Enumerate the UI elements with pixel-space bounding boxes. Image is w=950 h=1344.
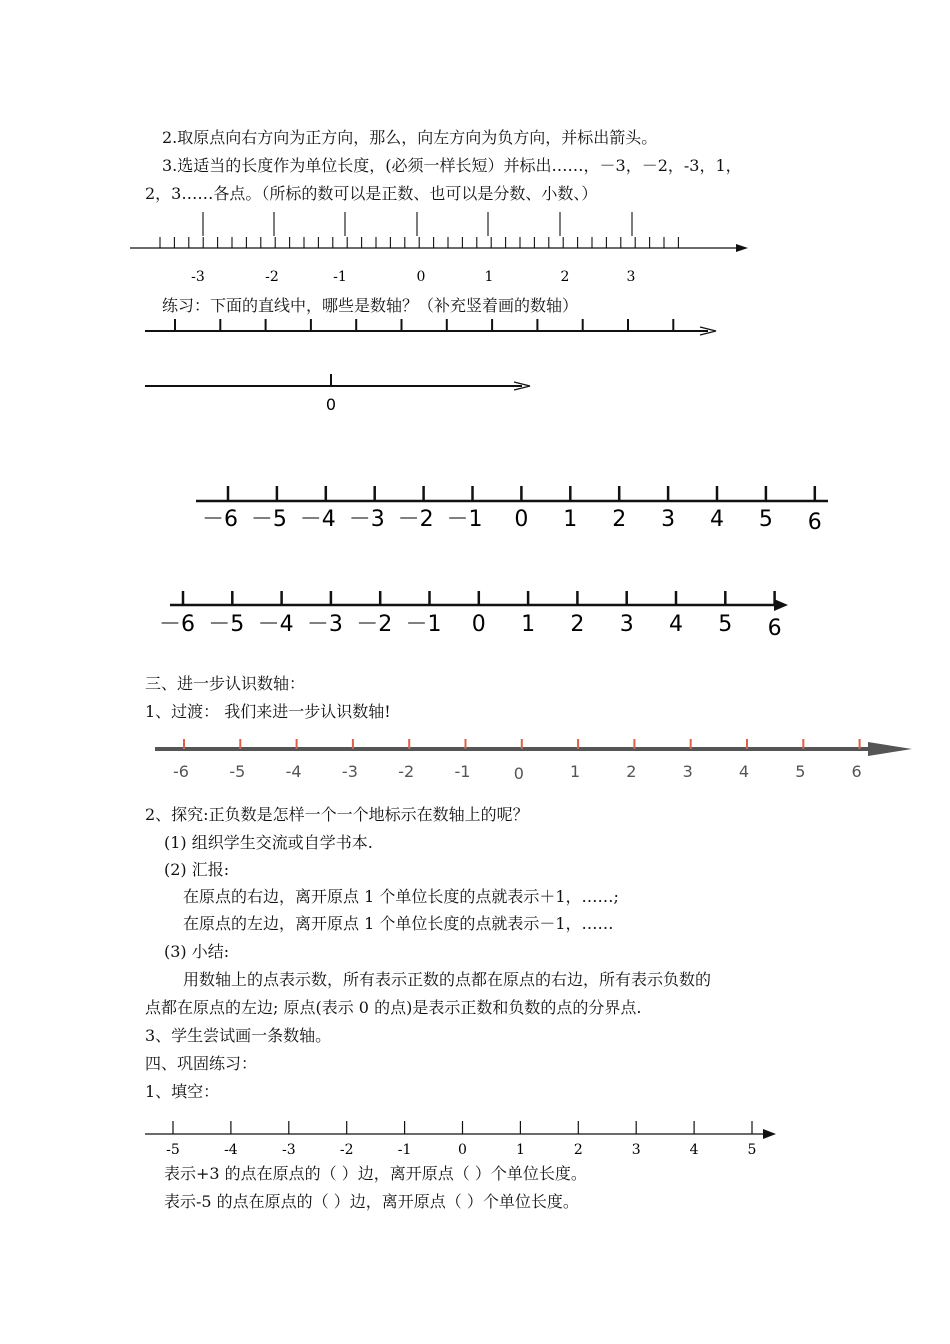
axis4-label: -3	[281, 1142, 296, 1158]
axis4-label: 5	[747, 1142, 757, 1158]
practice4-label: －1	[405, 612, 442, 637]
section3-item1: 1、过渡： 我们来进一步认识数轴!	[145, 702, 391, 721]
axis4-label: -5	[166, 1142, 180, 1158]
practice3-label: 3	[661, 507, 676, 532]
section3-item2: 2、探究:正负数是怎样一个一个地标示在数轴上的呢？	[145, 805, 529, 824]
axis4-arrow	[763, 1129, 776, 1139]
axis1-label: 0	[416, 269, 426, 285]
practice4-label: 0	[471, 612, 486, 637]
practice4-label: 3	[619, 612, 634, 637]
fill-question-2: 表示-5 的点在原点的（ ）边，离开原点（ ）个单位长度。	[164, 1192, 579, 1211]
practice4-label: 6	[767, 616, 782, 641]
practice4-label: －6	[159, 612, 195, 637]
axis3-label: 6	[851, 762, 862, 781]
axis3-label: -2	[398, 762, 415, 781]
axis3-label: 1	[570, 762, 581, 781]
axis1-label: 2	[560, 269, 570, 285]
axis3-label: -3	[341, 762, 358, 781]
practice3-label: 5	[758, 507, 773, 532]
axis4-label: -1	[397, 1142, 412, 1158]
section3-sub3: (3) 小结:	[164, 942, 230, 961]
practice3-label: 1	[563, 507, 578, 532]
practice4-label: 1	[521, 612, 536, 637]
axis1-label: -1	[333, 269, 347, 285]
axis1-label: 3	[626, 269, 636, 285]
axis3-label: 5	[795, 762, 806, 781]
practice3-label: －1	[446, 507, 483, 532]
section3-sub1: (1) 组织学生交流或自学书本.	[164, 833, 373, 852]
practice3-label: 6	[807, 510, 822, 535]
axis4-ticks	[173, 1121, 752, 1134]
axis1-label: -3	[191, 269, 205, 285]
section3-heading: 三、进一步认识数轴：	[145, 674, 306, 693]
practice3-label: －6	[202, 507, 238, 532]
section4-item1: 1、填空：	[145, 1082, 220, 1101]
axis4-labels	[166, 1142, 756, 1158]
practice3-label: －3	[348, 507, 385, 532]
practice4-label: －2	[356, 612, 393, 637]
step2-text: 2.取原点向右方向为正方向，那么，向左方向为负方向，并标出箭头。	[162, 128, 658, 147]
section3-summary1: 用数轴上的点表示数，所有表示正数的点都在原点的右边，所有表示负数的	[183, 970, 712, 989]
axis3-label: 3	[682, 762, 693, 781]
practice3-label: －5	[250, 507, 287, 532]
practice3-label: 0	[514, 507, 529, 532]
axis3-label: -1	[454, 762, 471, 781]
practice3-label: 4	[710, 507, 724, 532]
axis3-label: 0	[513, 764, 524, 783]
step3-text-a: 3.选适当的长度作为单位长度，(必须一样长短）并标出……，－3，－2，-3，1，	[162, 156, 742, 175]
axis3-label: -5	[229, 762, 246, 781]
axis3-label: -4	[285, 762, 302, 781]
axis4-label: 4	[689, 1142, 699, 1158]
practice4-label: －3	[306, 612, 343, 637]
axis4-label: -2	[339, 1142, 354, 1158]
axis4-label: 0	[458, 1142, 467, 1158]
axis3-label: 2	[626, 762, 637, 781]
section3-report1: 在原点的右边，离开原点 1 个单位长度的点就表示＋1，……;	[183, 887, 619, 906]
axis4-label: 3	[631, 1142, 641, 1158]
practice4-label: 5	[718, 612, 733, 637]
practice4-label: 2	[570, 612, 585, 637]
axis3-label: -6	[173, 762, 189, 781]
axis1-label: 1	[484, 269, 494, 285]
practice4-label: 4	[669, 612, 683, 637]
practice4-label: －4	[257, 612, 294, 637]
axis4-label: -4	[224, 1142, 238, 1158]
section3-item3: 3、学生尝试画一条数轴。	[145, 1026, 332, 1045]
practice3-label: －4	[299, 507, 336, 532]
section4-heading: 四、巩固练习：	[145, 1054, 258, 1073]
axis4-label: 1	[515, 1142, 525, 1158]
fill-question-1: 表示+3 的点在原点的（ ）边，离开原点（ ）个单位长度。	[164, 1164, 587, 1183]
practice4-label: －5	[208, 612, 245, 637]
section3-summary2: 点都在原点的左边; 原点(表示 0 的点)是表示正数和负数的点的分界点.	[145, 998, 642, 1017]
practice3-label: －2	[397, 507, 434, 532]
step3-text-b: 2，3……各点。（所标的数可以是正数、也可以是分数、小数、）	[145, 184, 598, 203]
practice3-label: 2	[612, 507, 627, 532]
section3-sub2: (2) 汇报:	[164, 860, 230, 879]
axis4-label: 2	[573, 1142, 583, 1158]
axis1-label: -2	[265, 269, 279, 285]
axis3-label: 4	[738, 762, 750, 781]
section3-report2: 在原点的左边，离开原点 1 个单位长度的点就表示－1，……	[183, 914, 614, 933]
practice-title: 练习：下面的直线中，哪些是数轴？（补充竖着画的数轴）	[162, 296, 579, 315]
practice2-origin-label: 0	[325, 395, 337, 414]
